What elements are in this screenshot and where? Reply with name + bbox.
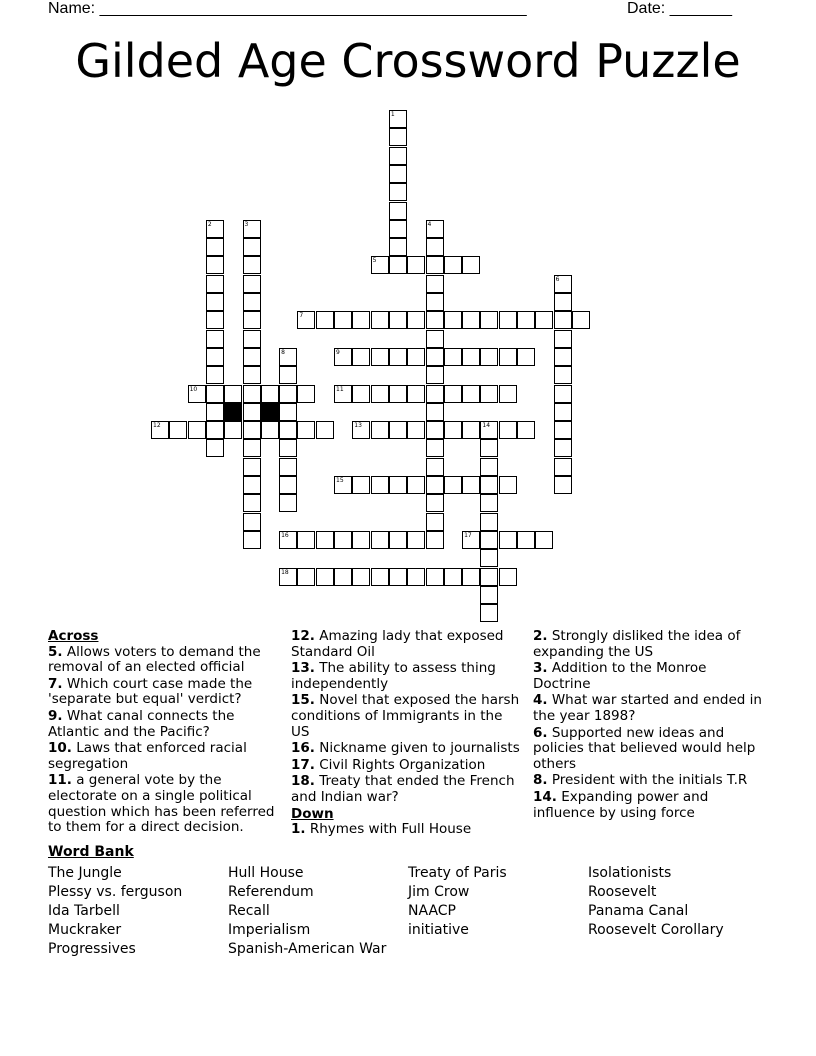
clue-number: 5: [372, 257, 377, 265]
blocked-cell: [261, 403, 279, 421]
crossword-cell[interactable]: [554, 458, 572, 476]
clue-number: 17: [464, 531, 472, 539]
crossword-cell[interactable]: [426, 293, 444, 311]
crossword-cell[interactable]: [352, 348, 370, 366]
clue-number: 14: [482, 422, 491, 430]
crossword-cell[interactable]: [480, 494, 498, 512]
crossword-cell[interactable]: [389, 531, 407, 549]
crossword-cell[interactable]: [334, 476, 352, 494]
crossword-cell[interactable]: [206, 311, 224, 329]
crossword-cell[interactable]: [279, 476, 297, 494]
crossword-cell[interactable]: [279, 568, 297, 586]
crossword-cell[interactable]: [554, 348, 572, 366]
clue-number: 6: [555, 275, 560, 283]
crossword-cell[interactable]: [243, 311, 261, 329]
word-bank-item: Roosevelt Corollary: [588, 922, 724, 938]
crossword-cell[interactable]: [297, 568, 315, 586]
crossword-cell[interactable]: [480, 549, 498, 567]
crossword-cell[interactable]: [352, 568, 370, 586]
crossword-cell[interactable]: [480, 311, 498, 329]
clue-number: 10: [189, 385, 198, 393]
word-bank-column-3: [408, 864, 507, 940]
crossword-cell[interactable]: [554, 293, 572, 311]
crossword-cell[interactable]: [279, 385, 297, 403]
word-bank-item: Jim Crow: [408, 884, 470, 900]
crossword-cell[interactable]: [389, 568, 407, 586]
crossword-cell[interactable]: [279, 494, 297, 512]
word-bank-item: Treaty of Paris: [408, 865, 507, 881]
clue-number: 18: [281, 568, 289, 576]
crossword-cell[interactable]: [444, 476, 462, 494]
clue-number: 1: [390, 111, 395, 118]
word-bank-column-1: [48, 864, 182, 959]
down-heading: Down: [291, 805, 334, 822]
crossword-cell[interactable]: [426, 220, 444, 238]
crossword-cell[interactable]: [371, 256, 389, 274]
crossword-cell[interactable]: [480, 531, 498, 549]
clue-number: 9: [336, 348, 340, 356]
crossword-cell[interactable]: [261, 421, 279, 439]
crossword-cell[interactable]: [554, 311, 572, 329]
crossword-cell[interactable]: [426, 256, 444, 274]
crossword-cell[interactable]: [297, 311, 315, 329]
crossword-cell[interactable]: [243, 439, 261, 457]
crossword-cell[interactable]: [243, 531, 261, 549]
crossword-cell[interactable]: [389, 202, 407, 220]
crossword-cell[interactable]: [279, 366, 297, 384]
word-bank-item: Spanish-American War: [228, 941, 387, 957]
crossword-cell[interactable]: [426, 348, 444, 366]
crossword-cell[interactable]: [426, 568, 444, 586]
word-bank-item: Plessy vs. ferguson: [48, 884, 183, 900]
crossword-cell[interactable]: [352, 311, 370, 329]
clues-column-3: [533, 629, 765, 822]
crossword-cell[interactable]: [243, 458, 261, 476]
crossword-cell[interactable]: [389, 385, 407, 403]
page-title: Gilded Age Crossword Puzzle: [75, 34, 741, 88]
crossword-cell[interactable]: [371, 385, 389, 403]
crossword-cell[interactable]: [206, 403, 224, 421]
word-bank-column-4: [588, 864, 724, 940]
crossword-cell[interactable]: [499, 348, 517, 366]
crossword-cell[interactable]: [407, 385, 425, 403]
crossword-cell[interactable]: [554, 366, 572, 384]
crossword-cell[interactable]: [389, 183, 407, 201]
crossword-cell[interactable]: [389, 147, 407, 165]
clue-number: 13: [354, 422, 362, 430]
crossword-cell[interactable]: [352, 531, 370, 549]
crossword-cell[interactable]: [499, 311, 517, 329]
clue-across-13: 13. The ability to assess thing independently: [291, 660, 496, 692]
crossword-cell[interactable]: [444, 421, 462, 439]
crossword-cell[interactable]: [480, 439, 498, 457]
crossword-cell[interactable]: [499, 531, 517, 549]
crossword-cell[interactable]: [297, 421, 315, 439]
crossword-cell[interactable]: [554, 439, 572, 457]
crossword-cell[interactable]: [535, 311, 553, 329]
crossword-cell[interactable]: [426, 476, 444, 494]
crossword-cell[interactable]: [371, 348, 389, 366]
crossword-cell[interactable]: [261, 385, 279, 403]
crossword-cell[interactable]: [389, 476, 407, 494]
crossword-cell[interactable]: [371, 421, 389, 439]
crossword-cell[interactable]: [389, 128, 407, 146]
crossword-cell[interactable]: [316, 568, 334, 586]
crossword-cell[interactable]: [480, 513, 498, 531]
crossword-cell[interactable]: [206, 220, 224, 238]
crossword-cell[interactable]: [279, 348, 297, 366]
crossword-cell[interactable]: [444, 568, 462, 586]
crossword-cell[interactable]: [243, 220, 261, 238]
crossword-cell[interactable]: [371, 568, 389, 586]
crossword-cell[interactable]: [535, 531, 553, 549]
crossword-cell[interactable]: [407, 311, 425, 329]
crossword-cell[interactable]: [426, 366, 444, 384]
crossword-cell[interactable]: [243, 330, 261, 348]
crossword-cell[interactable]: [279, 421, 297, 439]
crossword-cell[interactable]: [444, 311, 462, 329]
crossword-cell[interactable]: [426, 531, 444, 549]
date-field[interactable]: Date: _______: [627, 0, 732, 17]
crossword-cell[interactable]: [480, 421, 498, 439]
word-bank-item: Panama Canal: [588, 903, 689, 919]
clues-column-1: [48, 629, 276, 837]
clue-number: 8: [281, 348, 285, 356]
word-bank-item: Referendum: [228, 884, 314, 900]
crossword-cell[interactable]: [243, 348, 261, 366]
crossword-cell[interactable]: [462, 256, 480, 274]
clue-number: 2: [207, 220, 212, 228]
crossword-cell[interactable]: [407, 421, 425, 439]
clue-down-3: 3. Addition to the Monroe Doctrine: [533, 660, 707, 692]
crossword-cell[interactable]: [352, 385, 370, 403]
word-bank-item: NAACP: [408, 903, 456, 919]
crossword-cell[interactable]: [297, 531, 315, 549]
crossword-cell[interactable]: [480, 586, 498, 604]
crossword-cell[interactable]: [279, 458, 297, 476]
crossword-cell[interactable]: [316, 531, 334, 549]
crossword-cell[interactable]: [206, 275, 224, 293]
crossword-cell[interactable]: [169, 421, 187, 439]
crossword-cell[interactable]: [206, 330, 224, 348]
clue-down-14: 14. Expanding power and influence by using force: [533, 788, 709, 821]
crossword-cell[interactable]: [426, 494, 444, 512]
blocked-cell: [224, 403, 242, 421]
across-heading: Across: [48, 628, 99, 644]
crossword-cell[interactable]: [279, 531, 297, 549]
clue-across-10: 10. Laws that enforced racial segregation: [48, 740, 247, 772]
crossword-cell[interactable]: [554, 476, 572, 494]
crossword-cell[interactable]: [389, 348, 407, 366]
crossword-cell[interactable]: [444, 385, 462, 403]
crossword-cell[interactable]: [243, 513, 261, 531]
crossword-cell[interactable]: [297, 385, 315, 403]
crossword-cell[interactable]: [371, 476, 389, 494]
crossword-cell[interactable]: [371, 311, 389, 329]
crossword-cell[interactable]: [426, 311, 444, 329]
word-bank-item: Ida Tarbell: [48, 903, 120, 919]
crossword-cell[interactable]: [389, 238, 407, 256]
crossword-cell[interactable]: [206, 439, 224, 457]
crossword-cell[interactable]: [206, 238, 224, 256]
crossword-cell[interactable]: [389, 220, 407, 238]
crossword-cell[interactable]: [426, 421, 444, 439]
clue-number: 3: [244, 220, 249, 228]
clue-across-5: 5. Allows voters to demand the removal of an elected official: [48, 643, 261, 676]
crossword-cell[interactable]: [462, 531, 480, 549]
word-bank: [48, 844, 768, 957]
word-bank-item: Recall: [228, 903, 270, 919]
crossword-cell[interactable]: [462, 568, 480, 586]
word-bank-item: Muckraker: [48, 922, 122, 938]
crossword-cell[interactable]: [352, 476, 370, 494]
crossword-cell[interactable]: [243, 256, 261, 274]
crossword-cell[interactable]: [243, 275, 261, 293]
crossword-cell[interactable]: [444, 348, 462, 366]
crossword-cell[interactable]: [243, 403, 261, 421]
clue-across-17: 17. Civil Rights Organization: [291, 756, 486, 773]
crossword-cell[interactable]: [334, 385, 352, 403]
crossword-cell[interactable]: [188, 421, 206, 439]
crossword-cell[interactable]: [426, 238, 444, 256]
crossword-cell[interactable]: [389, 110, 407, 128]
crossword-cell[interactable]: [334, 568, 352, 586]
page-header: [48, 0, 748, 22]
word-bank-column-2: [228, 864, 386, 959]
crossword-cell[interactable]: [499, 385, 517, 403]
crossword-cell[interactable]: [243, 385, 261, 403]
clue-number: 11: [336, 385, 344, 393]
crossword-cell[interactable]: [480, 348, 498, 366]
clue-number: 16: [281, 531, 289, 539]
crossword-cell[interactable]: [572, 311, 590, 329]
crossword-cell[interactable]: [554, 421, 572, 439]
crossword-cell[interactable]: [407, 256, 425, 274]
crossword-cell[interactable]: [206, 293, 224, 311]
crossword-cell[interactable]: [188, 385, 206, 403]
crossword-cell[interactable]: [517, 421, 535, 439]
crossword-cell[interactable]: [243, 238, 261, 256]
crossword-cell[interactable]: [499, 568, 517, 586]
crossword-cell[interactable]: [517, 531, 535, 549]
clue-across-12: 12. Amazing lady that exposed Standard Oil: [291, 628, 504, 660]
crossword-cell[interactable]: [407, 568, 425, 586]
crossword-cell[interactable]: [480, 568, 498, 586]
crossword-cell[interactable]: [389, 311, 407, 329]
crossword-cell[interactable]: [407, 476, 425, 494]
clue-across-9: 9. What canal connects the Atlantic and the Pacific?: [48, 707, 235, 740]
crossword-cell[interactable]: [243, 366, 261, 384]
clue-down-2: 2. Strongly disliked the idea of expanding the US: [533, 628, 741, 660]
clue-down-8: 8. President with the initials T.R: [533, 772, 748, 789]
crossword-cell[interactable]: [224, 385, 242, 403]
crossword-cell[interactable]: [407, 348, 425, 366]
crossword-cell[interactable]: [334, 311, 352, 329]
word-bank-item: initiative: [408, 922, 469, 938]
crossword-cell[interactable]: [554, 403, 572, 421]
crossword-cell[interactable]: [426, 403, 444, 421]
crossword-cell[interactable]: [462, 385, 480, 403]
crossword-cell[interactable]: [480, 458, 498, 476]
crossword-cell[interactable]: [462, 348, 480, 366]
crossword-cell[interactable]: [206, 366, 224, 384]
crossword-cell[interactable]: [243, 421, 261, 439]
clue-number: 15: [336, 477, 344, 484]
crossword-cell[interactable]: [334, 531, 352, 549]
word-bank-item: Imperialism: [228, 922, 311, 938]
crossword-cell[interactable]: [517, 348, 535, 366]
clue-down-4: 4. What war started and ended in the year 1898?: [533, 692, 762, 724]
name-field[interactable]: Name: ________________________________________________: [48, 0, 527, 17]
crossword-cell[interactable]: [243, 494, 261, 512]
crossword-cell[interactable]: [316, 311, 334, 329]
crossword-cell[interactable]: [462, 311, 480, 329]
word-bank-item: Progressives: [48, 941, 136, 957]
crossword-cell[interactable]: [517, 311, 535, 329]
crossword-cell[interactable]: [426, 275, 444, 293]
crossword-cell[interactable]: [499, 476, 517, 494]
crossword-cell[interactable]: [224, 421, 242, 439]
crossword-cell[interactable]: [407, 531, 425, 549]
crossword-cell[interactable]: [371, 531, 389, 549]
crossword-cell[interactable]: [389, 165, 407, 183]
crossword-cell[interactable]: [462, 421, 480, 439]
clue-across-15: 15. Novel that exposed the harsh conditions of Immigrants in the US: [291, 692, 520, 740]
crossword-cell[interactable]: [480, 604, 498, 622]
crossword-cell[interactable]: [426, 385, 444, 403]
clue-number: 7: [299, 312, 304, 320]
word-bank-item: Hull House: [228, 865, 304, 881]
crossword-cell[interactable]: [279, 439, 297, 457]
clue-across-16: 16. Nickname given to journalists: [291, 740, 520, 757]
crossword-cell[interactable]: [389, 256, 407, 274]
crossword-cell[interactable]: [499, 421, 517, 439]
clue-down-1: 1. Rhymes with Full House: [291, 821, 472, 838]
crossword-cell[interactable]: [316, 421, 334, 439]
word-bank-item: Isolationists: [588, 865, 672, 881]
clue-number: 4: [427, 220, 432, 228]
crossword-cell[interactable]: [480, 476, 498, 494]
crossword-cell[interactable]: [426, 439, 444, 457]
clue-across-7: 7. Which court case made the 'separate but equal' verdict?: [48, 675, 253, 708]
crossword-cell[interactable]: [334, 348, 352, 366]
crossword-cell[interactable]: [279, 403, 297, 421]
crossword-cell[interactable]: [426, 513, 444, 531]
word-bank-heading: Word Bank: [48, 844, 134, 860]
clue-across-11: 11. a general vote by the electorate on a single political question which has been referred to them for a direct decision.: [48, 772, 275, 836]
clue-across-18: 18. Treaty that ended the French and Indian war?: [291, 773, 515, 805]
crossword-cell[interactable]: [480, 385, 498, 403]
clue-number: 12: [153, 422, 161, 430]
clues-column-2: [291, 629, 523, 839]
crossword-cell[interactable]: [426, 458, 444, 476]
word-bank-item: Roosevelt: [588, 884, 657, 900]
crossword-cell[interactable]: [206, 421, 224, 439]
crossword-cell[interactable]: [554, 330, 572, 348]
crossword-cell[interactable]: [206, 348, 224, 366]
crossword-cell[interactable]: [151, 421, 169, 439]
crossword-cell[interactable]: [243, 476, 261, 494]
crossword-cell[interactable]: [554, 385, 572, 403]
word-bank-item: The Jungle: [48, 865, 122, 881]
clue-down-6: 6. Supported new ideas and policies that believed would help others: [533, 724, 756, 772]
crossword-cell[interactable]: [206, 256, 224, 274]
crossword-cell[interactable]: [426, 330, 444, 348]
crossword-cell[interactable]: [462, 476, 480, 494]
crossword-cell[interactable]: [243, 293, 261, 311]
crossword-cell[interactable]: [352, 421, 370, 439]
crossword-cell[interactable]: [554, 275, 572, 293]
crossword-cell[interactable]: [206, 385, 224, 403]
crossword-cell[interactable]: [389, 421, 407, 439]
crossword-cell[interactable]: [444, 256, 462, 274]
